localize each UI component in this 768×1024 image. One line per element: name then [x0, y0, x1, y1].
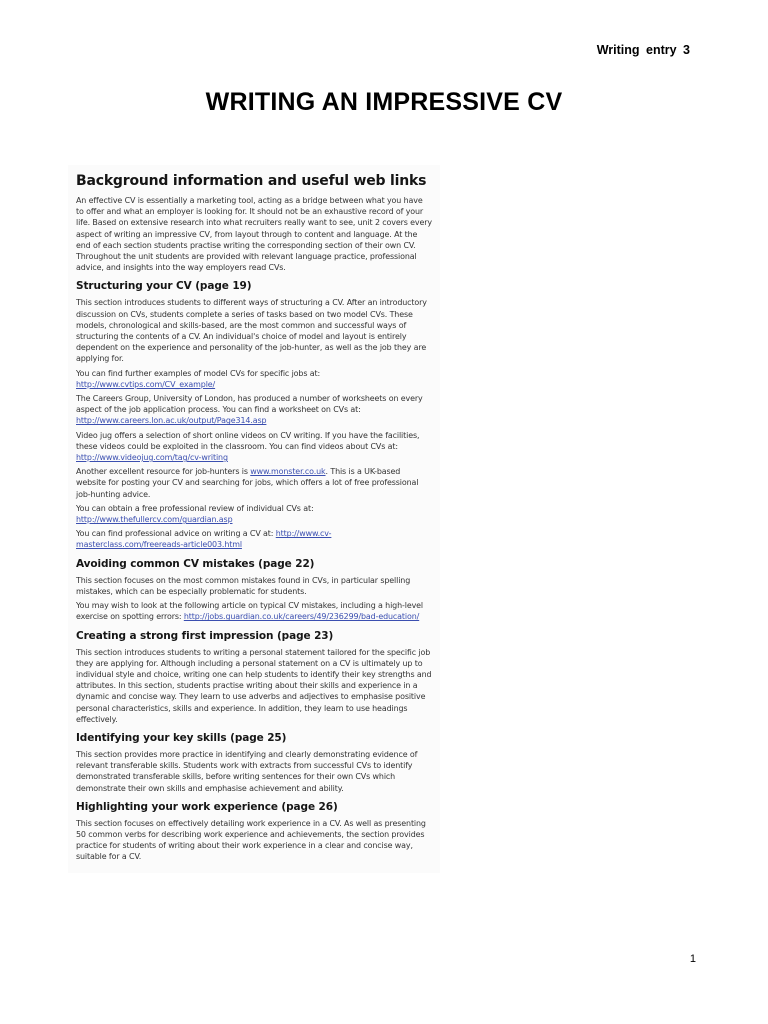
section-main-heading: Background information and useful web links	[76, 173, 427, 189]
monster-link[interactable]: www.monster.co.uk	[250, 467, 326, 477]
masterclass-text: You can find professional advice on writing a CV at:	[76, 529, 276, 539]
videojug-paragraph	[76, 430, 432, 464]
key-skills-paragraph: This section provides more practice in identifying and clearly demonstrating evidence of relevant transferable skills. Students work with extracts from successful CVs to identify demonstrated transferable skills, before writing sentences for their own CVs which demonstrate their own skills and emphasise achievement and ability.	[76, 749, 418, 793]
work-experience-paragraph: This section focuses on effectively detailing work experience in a CV. As well as presenting 50 common verbs for describing work experience and achievements, the section provides practice for students of writing about their work experience in a clear and concise way, suitable for a CV.	[76, 818, 426, 862]
heading-first-impression: Creating a strong first impression (page 23)	[76, 629, 334, 642]
fullercv-link[interactable]: http://www.thefullercv.com/guardian.asp	[76, 515, 233, 525]
videojug-link[interactable]: http://www.videojug.com/tag/cv-writing	[76, 453, 228, 463]
mistakes-paragraph: This section focuses on the most common mistakes found in CVs, in particular spelling mistakes, which can be especially problematic for students.	[76, 575, 411, 596]
heading-common-mistakes: Avoiding common CV mistakes (page 22)	[76, 557, 315, 570]
monster-pre-text: Another excellent resource for job-hunters is	[76, 467, 251, 477]
monster-paragraph	[76, 466, 432, 500]
cv-examples-paragraph	[76, 368, 432, 390]
careers-group-paragraph	[76, 393, 432, 427]
heading-key-skills: Identifying your key skills (page 25)	[76, 731, 287, 744]
videojug-text: Video jug offers a selection of short online videos on CV writing. If you have the facilities, these videos could be exploited in the classroom. You can find videos about CVs at:	[76, 430, 420, 451]
fullercv-paragraph	[76, 503, 432, 525]
guardian-article-paragraph	[76, 600, 432, 622]
cvtips-link[interactable]: http://www.cvtips.com/CV_example/	[76, 379, 216, 389]
first-impression-paragraph: This section introduces students to writing a personal statement tailored for the specific job they are applying for. Although including a personal statement on a CV is ultimately up to individual style and choice, writing one can help students to identify their key strengths and attributes. In this section, students practise writing about their skills and experience in a dynamic and concise way. They learn to use adverbs and adjectives to emphasise positive personal characteristics, skills and experience. In addition, they learn to use headings effectively.	[76, 647, 432, 724]
masterclass-paragraph	[76, 528, 432, 550]
careers-lon-link[interactable]: http://www.careers.lon.ac.uk/output/Page314.asp	[76, 416, 267, 426]
heading-work-experience: Highlighting your work experience (page 26)	[76, 800, 338, 813]
careers-group-text: The Careers Group, University of London, has produced a number of worksheets on every aspect of the job application process. You can find a worksheet on CVs at:	[76, 394, 423, 415]
guardian-article-text: You may wish to look at the following article on typical CV mistakes, including a high-level exercise on spotting errors:	[76, 601, 424, 622]
scanned-excerpt	[68, 165, 440, 873]
structuring-paragraph: This section introduces students to different ways of structuring a CV. After an introductory discussion on CVs, students complete a series of tasks based on two model CVs. These models, chronological and skills-based, are the most common and successful ways of structuring the contents of a CV. An individual's choice of model and layout is entirely dependent on the experience and personality of the job-hunter, as well as the job they are applying for.	[76, 298, 427, 364]
masterclass-link[interactable]: http://www.cv-masterclass.com/freereads-article003.html	[76, 529, 332, 550]
cv-examples-text: You can find further examples of model CVs for specific jobs at:	[76, 368, 321, 378]
page-title: WRITING AN IMPRESSIVE CV	[205, 88, 563, 116]
guardian-link[interactable]: http://jobs.guardian.co.uk/careers/49/236299/bad-education/	[183, 612, 420, 622]
heading-structuring-cv: Structuring your CV (page 19)	[76, 280, 252, 293]
header-entry-label: Writing entry 3	[596, 43, 690, 57]
intro-paragraph: An effective CV is essentially a marketing tool, acting as a bridge between what you have to offer and what an employer is looking for. It should not be an exhaustive record of your life. Based on extensive research into what recruiters really want to see, unit 2 covers every aspect of writing an impressive CV, from layout through to content and language. At the end of each section students practise writing the corresponding section of their own CV. Throughout the unit students are provided with relevant language practice, professional advice, and insights into the way employers read CVs.	[76, 196, 432, 273]
monster-post-text: . This is a UK-based website for posting your CV and searching for jobs, which offers a lot of free professional job-hunting advice.	[76, 467, 419, 499]
fullercv-text: You can obtain a free professional review of individual CVs at:	[76, 503, 314, 513]
page-number: 1	[689, 953, 696, 965]
